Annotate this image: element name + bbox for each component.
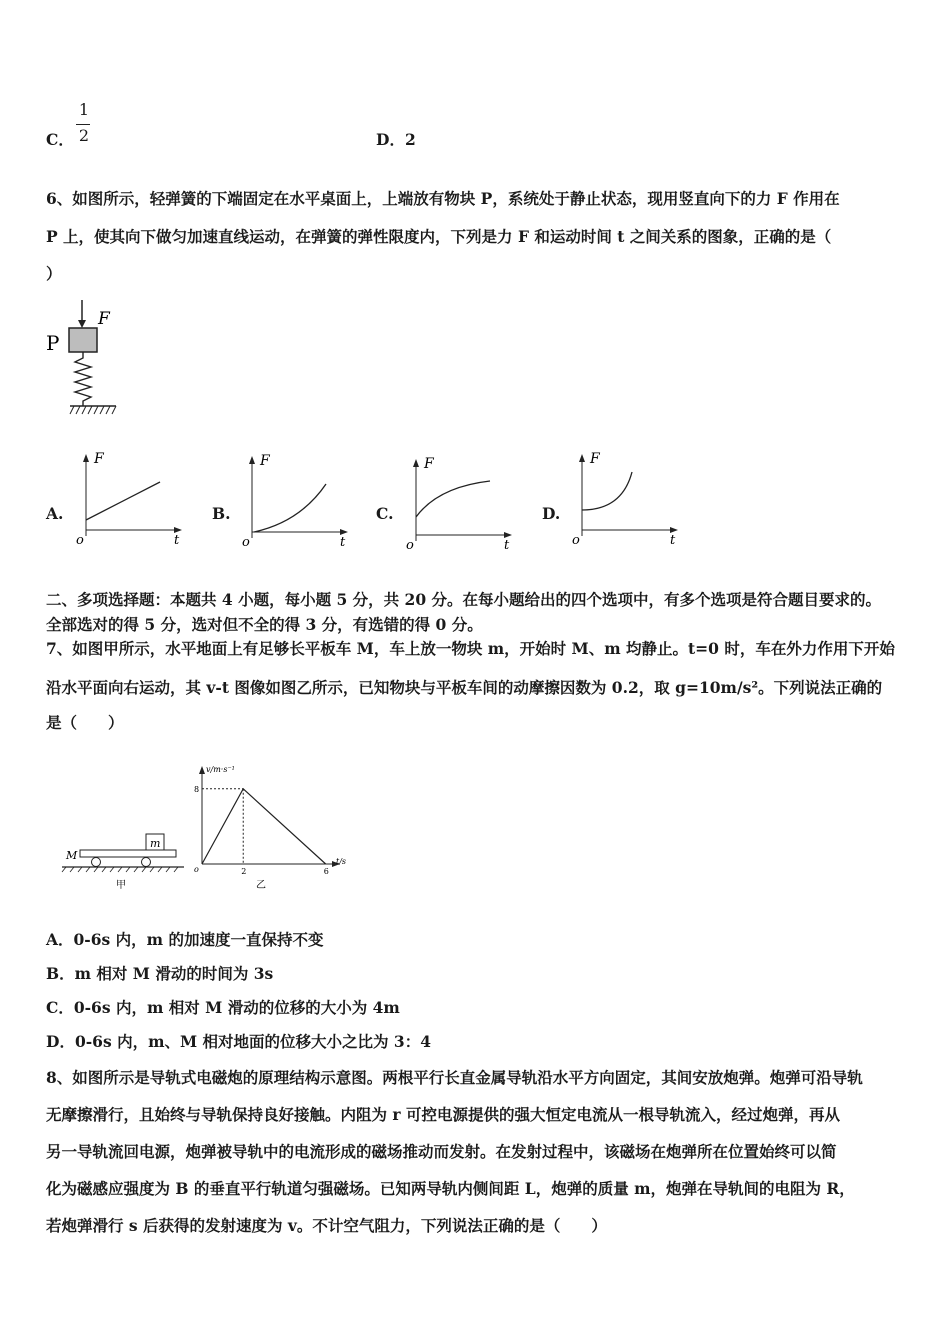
q6-option-a-curve xyxy=(86,482,160,520)
q5-option-d-value: 2 xyxy=(404,130,416,149)
q6-option-c-curve xyxy=(416,481,490,517)
q7-figure-yi-chart xyxy=(186,760,356,890)
q6-option-c[interactable] xyxy=(376,455,516,555)
section2-line1: 二、多项选择题：本题共 4 小题，每小题 5 分，共 20 分。在每小题给出的四个选项中，有多个选项是符合题目要求的。 xyxy=(46,590,882,609)
q7-chart-ytick-8: 8 xyxy=(194,784,200,794)
q6-option-b-ylabel: F xyxy=(260,453,270,469)
q6-option-d-ylabel: F xyxy=(590,451,600,467)
q6-option-a-ylabel: F xyxy=(94,451,104,467)
q7-chart-y-arrow-icon xyxy=(199,766,205,774)
q6-block-p xyxy=(69,328,97,352)
q5-option-c-fraction-bar xyxy=(76,124,90,125)
q7-option-a[interactable]: A．0-6s 内，m 的加速度一直保持不变 xyxy=(46,930,324,949)
q7-text-line3: 是（ ） xyxy=(46,713,124,732)
q6-text-line2: P 上，使其向下做匀加速直线运动，在弹簧的弹性限度内，下列是力 F 和运动时间 t 之间关系的图象，正确的是（ xyxy=(46,227,832,246)
q6-force-label: F xyxy=(98,309,110,329)
q6-option-d-xlabel: t xyxy=(670,533,676,548)
q6-option-d-letter: D. xyxy=(542,504,561,523)
q5-option-d[interactable] xyxy=(376,128,416,150)
q7-wheel-left-icon xyxy=(92,858,101,867)
q7-figure-yi-caption: 乙 xyxy=(256,880,266,890)
q8-text-line1: 8、如图所示是导轨式电磁炮的原理结构示意图。两根平行长直金属导轨沿水平方向固定，其间安放炮弹。炮弹可沿导轨 xyxy=(46,1068,863,1087)
q6-option-b-curve xyxy=(254,484,326,532)
q7-figure-jia xyxy=(60,826,190,896)
q6-block-label: P xyxy=(46,331,60,355)
q6-ground-hatch-icon xyxy=(70,406,116,414)
q6-option-b[interactable] xyxy=(212,452,352,552)
q5-option-c-denominator: 2 xyxy=(78,126,90,145)
q6-option-b-origin: o xyxy=(242,535,250,550)
q7-chart-series-line xyxy=(202,789,326,864)
q8-text-line2: 无摩擦滑行，且始终与导轨保持良好接触。内阻为 r 可控电源提供的强大恒定电流从一根导轨流入，经过炮弹，再从 xyxy=(46,1105,840,1124)
q7-ground-hatch-icon xyxy=(62,867,178,872)
q6-option-b-xlabel: t xyxy=(340,535,346,550)
q6-text-line1: 6、如图所示，轻弹簧的下端固定在水平桌面上，上端放有物块 P，系统处于静止状态，现用竖直向下的力 F 作用在 xyxy=(46,189,840,208)
q6-option-d[interactable] xyxy=(542,450,682,550)
q7-figure-jia-caption: 甲 xyxy=(116,880,126,891)
section2-line2: 全部选对的得 5 分，选对但不全的得 3 分，有选错的得 0 分。 xyxy=(46,615,483,634)
q7-cart-M xyxy=(80,850,176,857)
q6-option-a-graph xyxy=(74,450,186,550)
q6-option-c-origin: o xyxy=(406,538,414,553)
q7-cart-M-label: M xyxy=(66,849,78,862)
q7-chart-origin: o xyxy=(194,865,199,874)
q7-chart-xlabel: t/s xyxy=(336,857,347,866)
q7-option-d[interactable]: D．0-6s 内，m、M 相对地面的位移大小之比为 3：4 xyxy=(46,1032,431,1051)
q6-option-d-origin: o xyxy=(572,533,580,548)
q8-text-line3: 另一导轨流回电源，炮弹被导轨中的电流形成的磁场推动而发射。在发射过程中，该磁场在炮弹所在位置始终可以简 xyxy=(46,1142,837,1161)
q8-text-line4: 化为磁感应强度为 B 的垂直平行轨道匀强磁场。已知两导轨内侧间距 L，炮弹的质量 m，炮弹在导轨间的电阻为 R， xyxy=(46,1179,855,1198)
q6-option-a-letter: A. xyxy=(46,504,64,523)
q7-wheel-right-icon xyxy=(142,858,151,867)
q6-option-a-xlabel: t xyxy=(174,533,180,548)
q6-text-line3: ） xyxy=(46,264,62,283)
q7-chart-xtick-2: 2 xyxy=(241,867,247,876)
q6-option-b-graph xyxy=(240,452,352,552)
q7-text-line1: 7、如图甲所示，水平地面上有足够长平板车 M，车上放一物块 m，开始时 M、m 均静止。t=0 时，车在外力作用下开始 xyxy=(46,639,895,658)
q6-option-d-graph xyxy=(570,450,682,550)
q6-option-a-origin: o xyxy=(76,533,84,548)
q8-text-line5: 若炮弹滑行 s 后获得的发射速度为 v。不计空气阻力，下列说法正确的是（ ） xyxy=(46,1216,607,1235)
q6-force-arrowhead-icon xyxy=(78,320,86,328)
q6-option-a[interactable] xyxy=(46,450,186,550)
q7-chart-xtick-6: 6 xyxy=(323,867,329,876)
q6-option-c-xlabel: t xyxy=(504,538,510,553)
q5-option-c-numerator: 1 xyxy=(78,100,90,119)
q6-spring-icon xyxy=(75,352,91,406)
q5-option-c[interactable] xyxy=(46,100,126,150)
q6-option-c-graph xyxy=(404,455,516,555)
q6-spring-figure xyxy=(40,298,130,418)
q6-option-c-ylabel: F xyxy=(424,456,434,472)
q7-chart-ylabel: v/m·s⁻¹ xyxy=(206,765,235,774)
q6-option-c-letter: C. xyxy=(376,504,394,523)
q6-option-b-letter: B. xyxy=(212,504,231,523)
q7-option-b[interactable]: B．m 相对 M 滑动的时间为 3s xyxy=(46,964,274,983)
q7-text-line2: 沿水平面向右运动，其 v-t 图像如图乙所示，已知物块与平板车间的动摩擦因数为 0.2，取 g=10m/s²。下列说法正确的 xyxy=(46,678,883,697)
q7-option-c[interactable]: C．0-6s 内，m 相对 M 滑动的位移的大小为 4m xyxy=(46,998,400,1017)
q5-option-d-letter: D． xyxy=(376,130,405,149)
q6-option-d-curve xyxy=(582,472,632,510)
q5-option-c-letter: C． xyxy=(46,130,74,149)
q7-block-m-label: m xyxy=(150,837,161,850)
